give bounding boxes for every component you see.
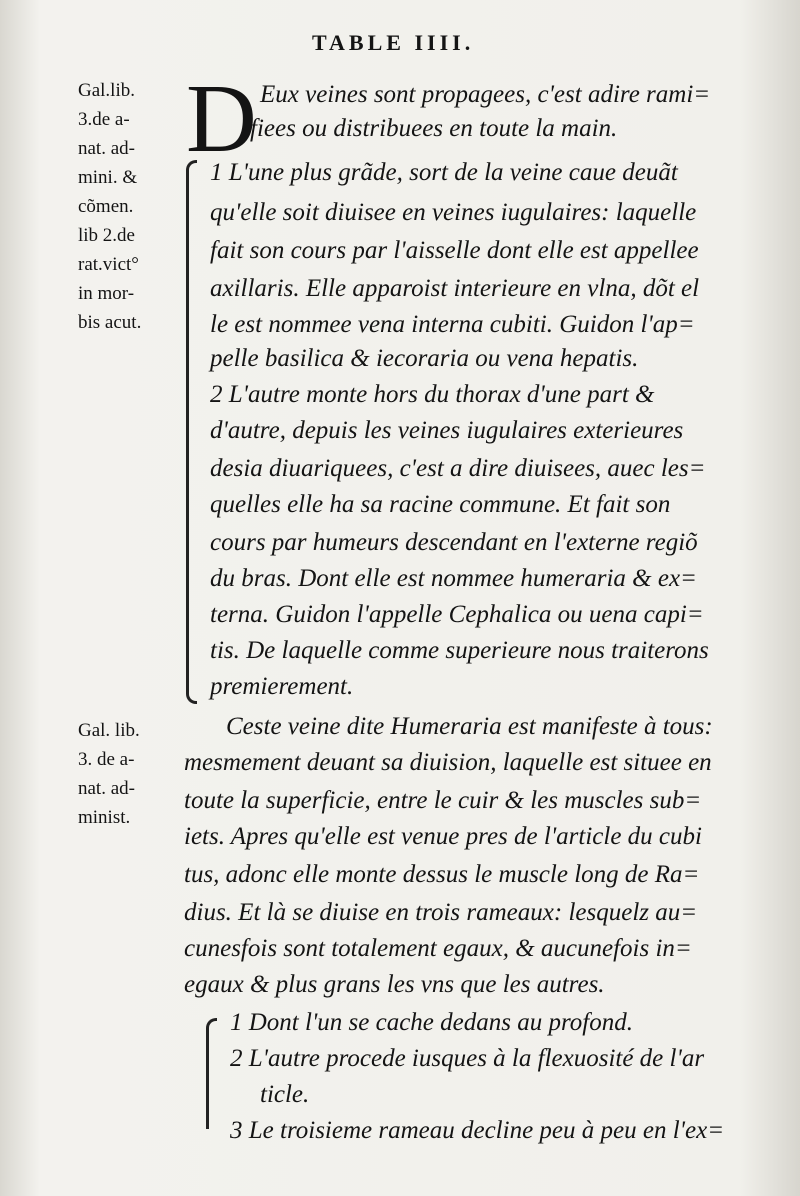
page-header: TABLE IIII. (312, 30, 475, 55)
margin-line: nat. ad- (78, 778, 135, 799)
margin-line: mini. & (78, 167, 138, 188)
margin-line: lib 2.de (78, 225, 135, 246)
text-line: egaux & plus grans les vns que les autres. (184, 971, 605, 998)
margin-line: minist. (78, 807, 131, 828)
text-line: terna. Guidon l'appelle Cephalica ou uena capi= (210, 601, 704, 628)
text-line: 1 Dont l'un se cache dedans au profond. (230, 1009, 633, 1036)
text-line: quelles elle ha sa racine commune. Et fait son (210, 491, 671, 518)
drop-cap: D (186, 65, 257, 173)
text-line: d'autre, depuis les veines iugulaires exterieures (210, 417, 684, 444)
margin-line: rat.vict° (78, 254, 139, 275)
bracket-1 (186, 160, 197, 704)
text-line: 2 L'autre procede iusques à la flexuosité de l'ar (230, 1045, 705, 1072)
text-line: dius. Et là se diuise en trois rameaux: lesquelz au= (184, 899, 698, 926)
text-line: 1 L'une plus grãde, sort de la veine caue deuãt (210, 159, 678, 186)
text-line: iets. Apres qu'elle est venue pres de l'article du cubi (184, 823, 702, 850)
text-line: desia diuariquees, c'est a dire diuisees, auec les= (210, 455, 706, 482)
text-line: premierement. (210, 673, 354, 700)
margin-line: 3. de a- (78, 749, 135, 770)
text-line: qu'elle soit diuisee en veines iugulaires: laquelle (210, 199, 697, 226)
margin-note-1 (78, 76, 182, 337)
text-line: du bras. Dont elle est nommee humeraria & ex= (210, 565, 697, 592)
text-line: ticle. (260, 1081, 310, 1108)
margin-line: in mor- (78, 283, 135, 304)
text-line: 3 Le troisieme rameau decline peu à peu en l'ex= (230, 1117, 725, 1144)
margin-line: bis acut. (78, 312, 142, 333)
bracket-2 (206, 1018, 217, 1129)
text-line: Eux veines sont propagees, c'est adire rami= (260, 81, 711, 108)
margin-line: nat. ad- (78, 138, 135, 159)
margin-line: Gal.lib. (78, 80, 135, 101)
text-line: fiees ou distribuees en toute la main. (250, 115, 618, 142)
text-line: Ceste veine dite Humeraria est manifeste à tous: (226, 713, 713, 740)
text-line: mesmement deuant sa diuision, laquelle est situee en (184, 749, 712, 776)
margin-line: 3.de a- (78, 109, 130, 130)
text-line: fait son cours par l'aisselle dont elle est appellee (210, 237, 699, 264)
margin-note-2 (78, 716, 182, 832)
text-line: tus, adonc elle monte dessus le muscle long de Ra= (184, 861, 700, 888)
text-line: pelle basilica & iecoraria ou vena hepatis. (210, 345, 639, 372)
text-line: 2 L'autre monte hors du thorax d'une part & (210, 381, 655, 408)
margin-line: Gal. lib. (78, 720, 140, 741)
text-line: toute la superficie, entre le cuir & les muscles sub= (184, 787, 702, 814)
text-line: axillaris. Elle apparoist interieure en vlna, dõt el (210, 275, 700, 302)
text-line: le est nommee vena interna cubiti. Guidon l'ap= (210, 311, 695, 338)
text-line: cunesfois sont totalement egaux, & aucunefois in= (184, 935, 692, 962)
text-line: tis. De laquelle comme superieure nous traiterons (210, 637, 709, 664)
text-line: cours par humeurs descendant en l'externe regiõ (210, 529, 698, 556)
margin-line: cõmen. (78, 196, 134, 217)
